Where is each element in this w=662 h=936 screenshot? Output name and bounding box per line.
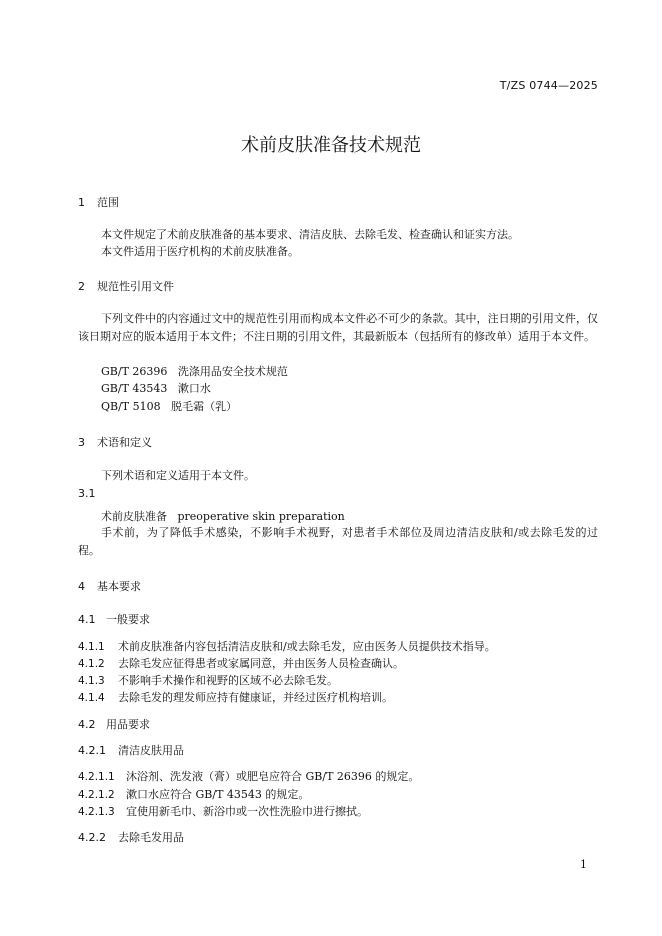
section-1-heading <box>78 194 119 210</box>
document-code: T/ZS 0744—2025 <box>499 79 598 92</box>
clause-item <box>78 786 309 802</box>
section-3-heading <box>78 434 152 450</box>
section-title: 基本要求 <box>97 580 141 593</box>
subsection-title: 清洁皮肤用品 <box>118 744 184 757</box>
section-4-heading <box>78 578 141 594</box>
section-number: 3 <box>78 436 85 449</box>
reference-item <box>101 363 288 379</box>
term-number: 3.1 <box>78 487 96 500</box>
subsection-number: 4.2.2 <box>78 831 106 844</box>
section-title: 术语和定义 <box>97 436 152 449</box>
subsection-number: 4.1 <box>78 613 96 626</box>
subsection-4-1-heading <box>78 611 150 627</box>
clause-item <box>78 655 404 671</box>
term-entry <box>101 508 345 524</box>
clause-number: 4.1.1 <box>78 641 105 653</box>
section-number: 2 <box>78 280 85 293</box>
clause-item <box>78 638 496 654</box>
clause-text: 不影响手术操作和视野的区域不必去除毛发。 <box>118 674 338 687</box>
scope-paragraph-2: 本文件适用于医疗机构的术前皮肤准备。 <box>101 245 299 258</box>
clause-item <box>78 672 338 688</box>
clause-text: 沐浴剂、洗发液（膏）或肥皂应符合 GB/T 26396 的规定。 <box>126 770 420 783</box>
subsection-number: 4.2 <box>78 718 96 731</box>
reference-item <box>101 398 237 414</box>
clause-number: 4.1.2 <box>78 658 105 670</box>
document-title: 术前皮肤准备技术规范 <box>241 135 421 156</box>
reference-name: 脱毛霜（乳） <box>171 400 238 413</box>
clause-item <box>78 768 419 784</box>
clause-number: 4.2.1.3 <box>78 806 115 818</box>
reference-code: QB/T 5108 <box>101 400 161 413</box>
term-chinese: 术前皮肤准备 <box>101 510 167 523</box>
section-title: 范围 <box>97 196 119 209</box>
clause-text: 漱口水应符合 GB/T 43543 的规定。 <box>126 788 310 801</box>
clause-text: 术前皮肤准备内容包括清洁皮肤和/或去除毛发，应由医务人员提供技术指导。 <box>118 640 496 653</box>
normative-references-paragraph: 下列文件中的内容通过文中的规范性引用而构成本文件必不可少的条款。其中，注日期的引用文件，仅该日期对应的版本适用于本文件；不注日期的引用文件，其最新版本（包括所有的修改单）适用于本文件。 <box>78 312 598 343</box>
clause-number: 4.2.1.1 <box>78 771 115 783</box>
page-number: 1 <box>580 858 587 871</box>
clause-item <box>78 803 368 819</box>
section-number: 1 <box>78 196 85 209</box>
term-definition: 手术前，为了降低手术感染，不影响手术视野，对患者手术部位及周边清洁皮肤和/或去除毛发的过程。 <box>78 526 598 557</box>
term-english: preoperative skin preparation <box>177 510 345 523</box>
reference-name: 漱口水 <box>177 382 211 395</box>
section-number: 4 <box>78 580 85 593</box>
subsection-title: 一般要求 <box>106 613 150 626</box>
clause-number: 4.1.4 <box>78 692 105 704</box>
clause-text: 去除毛发的理发师应持有健康证，并经过医疗机构培训。 <box>118 691 393 704</box>
clause-number: 4.2.1.2 <box>78 789 115 801</box>
subsection-4-2-2-heading <box>78 829 184 845</box>
clause-item <box>78 689 393 705</box>
terms-intro-paragraph: 下列术语和定义适用于本文件。 <box>101 469 255 482</box>
subsection-4-2-1-heading <box>78 742 184 758</box>
section-title: 规范性引用文件 <box>97 280 174 293</box>
subsection-number: 4.2.1 <box>78 744 106 757</box>
scope-paragraph-1: 本文件规定了术前皮肤准备的基本要求、清洁皮肤、去除毛发、检查确认和证实方法。 <box>101 228 519 241</box>
clause-text: 宜使用新毛巾、新浴巾或一次性洗脸巾进行擦拭。 <box>126 805 368 818</box>
clause-number: 4.1.3 <box>78 675 105 687</box>
subsection-title: 用品要求 <box>106 718 150 731</box>
section-2-heading <box>78 278 174 294</box>
subsection-4-2-heading <box>78 716 150 732</box>
subsection-title: 去除毛发用品 <box>118 831 184 844</box>
clause-text: 去除毛发应征得患者或家属同意，并由医务人员检查确认。 <box>118 657 404 670</box>
reference-name: 洗涤用品安全技术规范 <box>177 365 288 378</box>
reference-item <box>101 380 211 396</box>
reference-code: GB/T 43543 <box>101 382 168 395</box>
reference-code: GB/T 26396 <box>101 365 168 378</box>
